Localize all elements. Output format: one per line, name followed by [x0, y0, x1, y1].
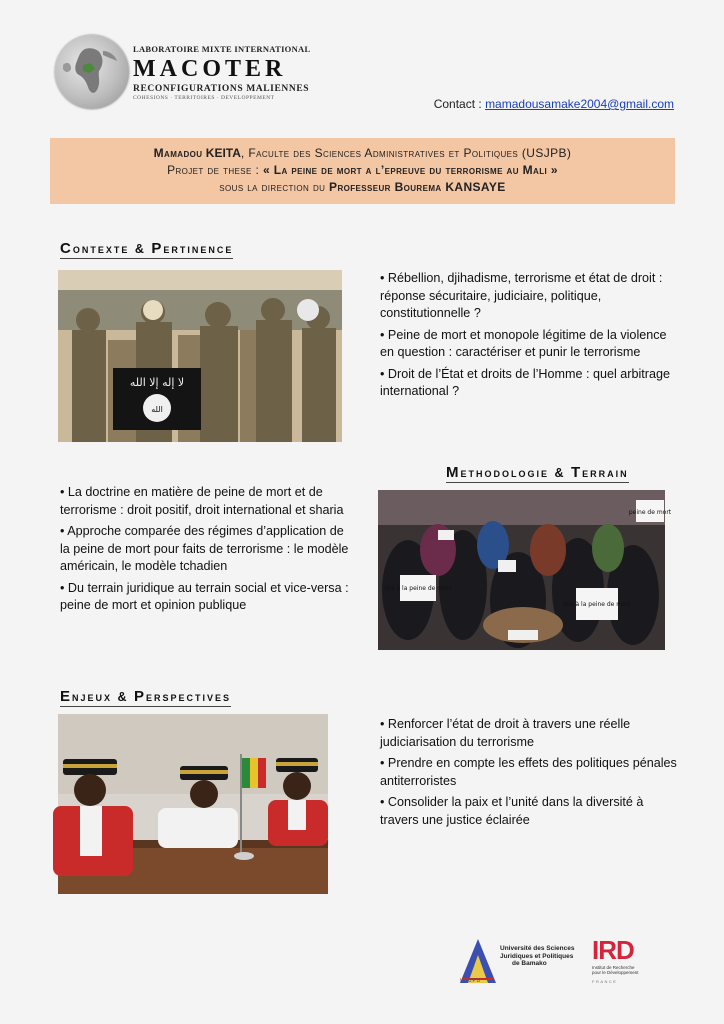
list-item: • Droit de l’État et droits de l’Homme : quel arbitrage international ?: [380, 366, 680, 401]
sign-text: peine de mort: [628, 509, 672, 516]
photo-demonstration: [378, 490, 672, 650]
ird-country: FRANCE: [592, 979, 618, 984]
sign-text: Oui à la peine de mort: [563, 601, 631, 608]
enjeux-bullets: [380, 716, 680, 833]
usjpb-name: Université des Sciences Juridiques et Politiques de Bamako: [500, 945, 575, 967]
director-name: Professeur Bourema KANSAYE: [329, 180, 506, 194]
methodologie-bullets: [60, 484, 350, 619]
svg-text:الله: الله: [151, 405, 163, 414]
lab-subtitle: LABORATOIRE MIXTE INTERNATIONAL: [133, 44, 311, 54]
contexte-bullets: [380, 270, 680, 405]
list-item: • Peine de mort et monopole légitime de la violence en question : caractériser et punir le terrorisme: [380, 327, 680, 362]
contact-email-link[interactable]: mamadousamake2004@gmail.com: [485, 97, 674, 111]
section-title-methodologie: Methodologie & Terrain: [446, 464, 629, 481]
list-item: • Rébellion, djihadisme, terrorisme et état de droit : réponse sécuritaire, judiciaire, politique, constitutionnelle ?: [380, 270, 680, 323]
author-last-name: KEITA: [205, 146, 241, 160]
globe-icon: [55, 35, 129, 109]
project-prefix: Projet de these :: [167, 163, 263, 177]
usjpb-acronym: USJPB: [460, 978, 482, 984]
photo-judges: [58, 714, 328, 894]
macoter-globe-logo: [55, 35, 129, 109]
list-item: • Approche comparée des régimes d’application de la peine de mort pour faits de terrorisme : le modèle américain, le modèle tchadien: [60, 523, 350, 576]
usjpb-logo: [458, 935, 578, 987]
project-title: « La peine de mort a l’epreuve du terrorisme au Mali »: [262, 163, 558, 177]
sign-text: Oui à la peine de mort: [384, 585, 452, 592]
list-item: • La doctrine en matière de peine de mort et de terrorisme : droit positif, droit international et sharia: [60, 484, 350, 519]
banner-author-line: [50, 145, 675, 162]
thesis-banner: [50, 138, 675, 204]
lab-keywords: COHESIONS · TERRITOIRES · DEVELOPPEMENT: [133, 95, 275, 101]
lab-name: MACOTER: [133, 56, 287, 82]
list-item: • Prendre en compte les effets des politiques pénales antiterroristes: [380, 755, 680, 790]
photo-armed-group: [58, 270, 342, 442]
ird-wordmark: IRD: [592, 935, 634, 965]
author-first-name: Mamadou: [153, 146, 203, 160]
author-faculty: , Faculte des Sciences Administratives et Politiques (USJPB): [240, 146, 572, 160]
direction-prefix: sous la direction du: [219, 180, 330, 194]
list-item: • Du terrain juridique au terrain social et vice-versa : peine de mort et opinion publique: [60, 580, 350, 615]
lab-tagline: RECONFIGURATIONS MALIENNES: [133, 84, 310, 94]
section-title-contexte: Contexte & Pertinence: [60, 240, 234, 257]
contact-label: Contact :: [433, 97, 486, 111]
banner-direction-line: [50, 179, 675, 196]
section-title-enjeux: Enjeux & Perspectives: [60, 688, 232, 705]
ird-name: Institut de Recherche pour le Développement: [592, 965, 639, 975]
ird-logo: [588, 937, 658, 987]
list-item: • Consolider la paix et l’unité dans la diversité à travers une justice éclairée: [380, 794, 680, 829]
banner-project-line: [50, 162, 675, 179]
contact-line: [434, 97, 674, 111]
svg-text:لا إله إلا الله: لا إله إلا الله: [129, 376, 185, 389]
list-item: • Renforcer l’état de droit à travers une réelle judiciarisation du terrorisme: [380, 716, 680, 751]
